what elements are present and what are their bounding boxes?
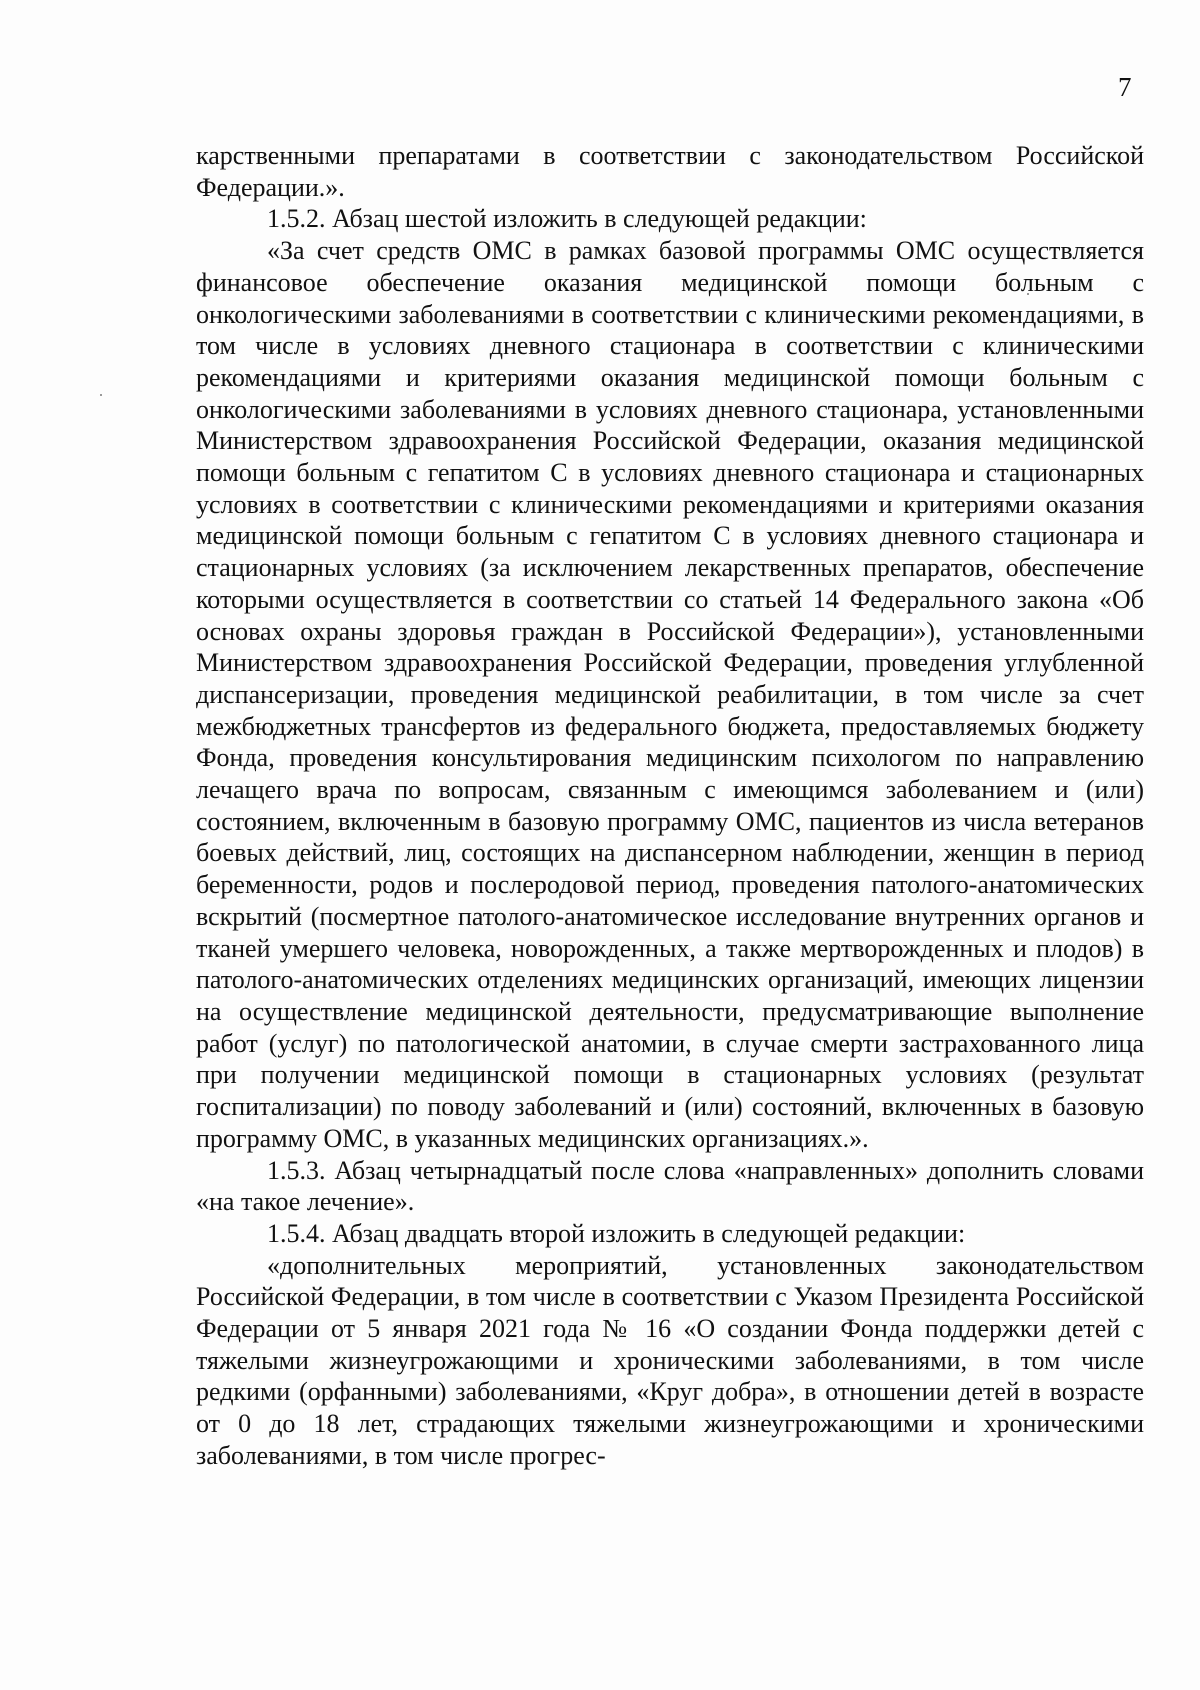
scan-speck: [100, 394, 102, 396]
paragraph: 1.5.4. Абзац двадцать второй изложить в следующей редакции:: [267, 1218, 966, 1248]
paragraph: «За счет средств ОМС в рамках базовой программы ОМС осуществляется финансовое обеспечение оказания медицинской помощи больным с онкологическими заболеваниями в соответствии с клиническими рекомендациями, в том числе в условиях дневного стационара в соответствии с клиническими рекомендациями и критериями оказания медицинской помощи больным с онкологическими заболеваниями в условиях дневного стационара, установленными Министерством здравоохранения Российской Федерации, оказания медицинской помощи больным с гепатитом С в условиях дневного стационара и стационарных условиях в соответствии с клиническими рекомендациями и критериями оказания медицинской помощи больным с гепатитом С в условиях дневного стационара и стационарных условиях (за исключением лекарственных препаратов, обеспечение которыми осуществляется в соответствии со статьей 14 Федерального закона «Об основах охраны здоровья граждан в Российской Федерации»), установленными Министерством здравоохранения Российской Федерации, проведения углубленной диспансеризации, проведения медицинской реабилитации, в том числе за счет межбюджетных трансфертов из федерального бюджета, предоставляемых бюджету Фонда, проведения консультирования медицинским психологом по направлению лечащего врача по вопросам, связанным с имеющимся заболеванием и (или) состоянием, включенным в базовую программу ОМС, пациентов из числа ветеранов боевых действий, лиц, состоящих на диспансерном наблюдении, женщин в период беременности, родов и послеродовой период, проведения патолого-анатомических вскрытий (посмертное патолого-анатомическое исследование внутренних органов и тканей умершего человека, новорожденных, а также мертворожденных и плодов) в патолого-анатомических отделениях медицинских организаций, имеющих лицензии на осуществление медицинской деятельности, предусматривающие выполнение работ (услуг) по патологической анатомии, в случае смерти застрахованного лица при получении медицинской помощи в стационарных условиях (результат госпитализации) по поводу заболеваний и (или) состояний, включенных в базовую программу ОМС, в указанных медицинских организациях.».: [196, 236, 1144, 1153]
paragraph: 1.5.2. Абзац шестой изложить в следующей редакции:: [267, 204, 867, 234]
paragraph: «дополнительных мероприятий, установленных законодательством Российской Федерации, в том числе в соответствии с Указом Президента Российской Федерации от 5 января 2021 года № 16 «О создании Фонда поддержки детей с тяжелыми жизнеугрожающими и хроническими заболеваниями, в том числе редкими (орфанными) заболеваниями, «Круг добра», в отношении детей в возрасте от 0 до 18 лет, страдающих тяжелыми жизнеугрожающими и хроническими заболеваниями, в том числе прогрес-: [196, 1250, 1144, 1470]
paragraph: 1.5.3. Абзац четырнадцатый после слова «направленных» дополнить словами «на такое лечение».: [196, 1155, 1144, 1217]
page-number: 7: [1118, 72, 1132, 102]
document-body: [196, 140, 1144, 1472]
paragraph: карственными препаратами в соответствии с законодательством Российской Федерации.».: [196, 141, 1144, 202]
